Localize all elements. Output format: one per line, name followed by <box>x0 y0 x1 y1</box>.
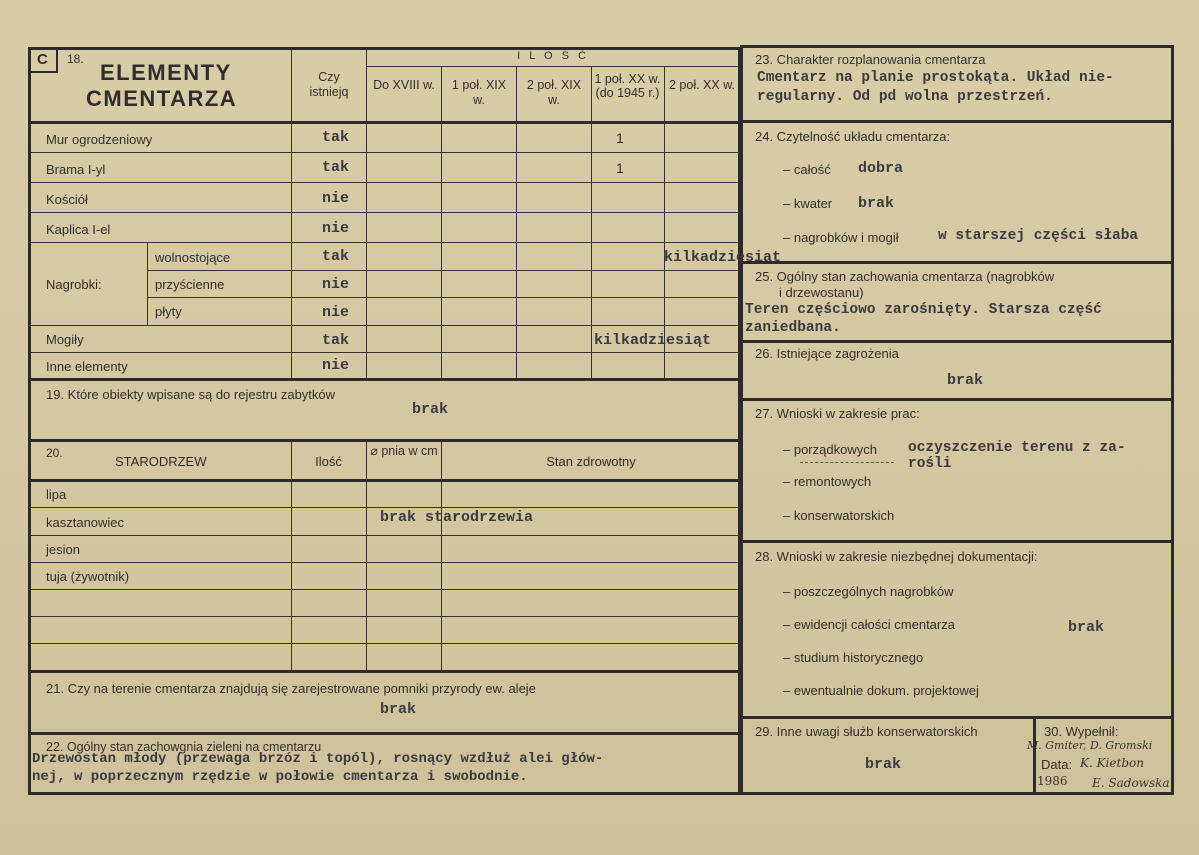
s25-label-line2: i drzewostanu) <box>779 285 864 300</box>
s18-row-line <box>28 352 741 353</box>
tree-label: tuja (żywotnik) <box>46 569 130 584</box>
s25-label-line1: 25. Ogólny stan zachowania cmentarza (nagrobków <box>755 269 1055 284</box>
s18-row-line <box>147 297 741 298</box>
s20-col-line <box>291 439 292 671</box>
s30-data-label: Data: <box>1041 757 1073 772</box>
s20-row-line <box>28 507 741 508</box>
s28-label: 28. Wnioski w zakresie niezbędnej dokumentacji: <box>755 549 1038 564</box>
row-label: przyścienne <box>155 277 225 292</box>
s18-col-line <box>291 47 292 380</box>
s18-period-2: 1 poł. XIX w. <box>451 78 507 107</box>
s22-label: 22. Ogólny stan zachowgnia zieleni na cmentarzu <box>46 740 322 754</box>
s18-period-3: 2 poł. XIX w. <box>526 78 582 107</box>
s20-col-line <box>366 439 367 671</box>
s18-row-line <box>28 325 741 326</box>
s30-data-value: K. Kietbon <box>1080 756 1144 770</box>
s24-bottom-line <box>740 261 1174 264</box>
s21-value: brak <box>380 701 417 718</box>
s24-kwater-label: – kwater <box>783 196 833 211</box>
s18-row-line <box>28 242 741 243</box>
s23-line2: regularny. Od pd wolna przestrzeń. <box>757 89 1053 105</box>
s18-number: 18. <box>67 52 84 66</box>
s29-value: brak <box>865 756 902 773</box>
qty-value: kilkadziesiąt <box>664 249 782 266</box>
s29-label: 29. Inne uwagi służb konserwatorskich <box>755 724 978 739</box>
s23-label: 23. Charakter rozplanowania cmentarza <box>755 52 986 67</box>
s27-porzadkowych-label: – porządkowych <box>783 442 877 457</box>
s20-col-health: Stan zdrowotny <box>546 454 636 469</box>
s28-bottom-line <box>740 716 1174 719</box>
s18-col-exists: Czy istniejq <box>309 70 349 99</box>
s30-signature: E. Sadowska <box>1092 776 1170 790</box>
s18-col-line <box>366 47 367 380</box>
s27-bottom-line <box>740 540 1174 543</box>
s18-col-line <box>516 67 517 380</box>
s18-col-line <box>591 67 592 380</box>
s20-col-diam: ⌀ pnia w cm <box>370 444 438 458</box>
s20-row-line <box>28 562 741 563</box>
s27-porzadkowych-line2: rośli <box>908 456 952 472</box>
s27-porzadkowych-line1: oczyszczenie terenu z za- <box>908 440 1126 456</box>
s20-bottom-line <box>28 670 741 673</box>
s18-period-4: 1 poł. XX w. (do 1945 r.) <box>594 72 661 100</box>
s21-bottom-line <box>28 732 741 735</box>
s30-label: 30. Wypełnił: <box>1044 724 1119 739</box>
exists-value: tak <box>322 332 350 349</box>
tree-label: lipa <box>46 487 67 502</box>
row-label: Mogiły <box>46 332 84 347</box>
s25-line2: zaniedbana. <box>745 320 841 336</box>
s27-remontowych-label: – remontowych <box>783 474 872 489</box>
s20-row-line <box>28 616 741 617</box>
s25-line1: Teren częściowo zarośnięty. Starsza część <box>745 302 1102 318</box>
exists-value: nie <box>322 190 350 207</box>
exists-value: tak <box>322 248 350 265</box>
s22-line1: Drzewostan młody (przewaga brzóz i topól), rosnący wzdłuż alei głów- <box>32 751 604 767</box>
row-label: płyty <box>155 304 182 319</box>
s30-names: M. Gmiter, D. Gromski <box>1027 739 1153 752</box>
s19-label: 19. Które obiekty wpisane są do rejestru zabytków <box>46 387 336 402</box>
s29-s30-divider <box>1033 716 1036 794</box>
s27-konserwatorskich-label: – konserwatorskich <box>783 508 895 523</box>
row-label: Kaplica I-el <box>46 222 111 237</box>
tree-label: jesion <box>46 542 80 557</box>
s21-label: 21. Czy na terenie cmentarza znajdują się zarejestrowane pomniki przyrody ew. aleje <box>46 681 536 696</box>
s25-bottom-line <box>740 340 1174 343</box>
s28-item: – poszczególnych nagrobków <box>783 584 954 599</box>
exists-value: tak <box>322 159 350 176</box>
row-label: Nagrobki: <box>46 277 102 292</box>
s23-bottom-line <box>740 120 1174 123</box>
qty-value: 1 <box>616 130 624 146</box>
s18-ilosc-header: I L O Ś Ć <box>517 50 589 62</box>
tree-label: kasztanowiec <box>46 515 125 530</box>
s30-year: 1986 <box>1037 774 1068 788</box>
s27-dashed-line <box>800 462 894 463</box>
s18-row-line <box>28 152 741 153</box>
s18-row-line <box>28 182 741 183</box>
s20-row-line <box>28 535 741 536</box>
row-label: Brama I-yl <box>46 162 106 177</box>
s18-sub-col-line <box>147 243 148 326</box>
s24-nagrobkow-label: – nagrobków i mogił <box>783 230 899 245</box>
section-letter: C <box>37 51 48 68</box>
s27-label: 27. Wnioski w zakresie prac: <box>755 406 920 421</box>
s28-item: – studium historycznego <box>783 650 924 665</box>
s18-row-line <box>28 212 741 213</box>
s20-header-line <box>28 479 741 482</box>
s28-item: – ewentualnie dokum. projektowej <box>783 683 979 698</box>
s26-value: brak <box>947 372 984 389</box>
s26-label: 26. Istniejące zagrożenia <box>755 346 899 361</box>
s23-line1: Cmentarz na planie prostokąta. Układ nie- <box>757 70 1114 86</box>
s20-row-line <box>28 643 741 644</box>
s18-header-line <box>28 121 741 124</box>
s24-calosc-value: dobra <box>858 160 904 177</box>
s24-kwater-value: brak <box>858 195 895 212</box>
s20-number: 20. <box>46 446 63 460</box>
qty-value: kilkadziesiąt <box>594 332 712 349</box>
row-label: Kościół <box>46 192 88 207</box>
s19-value: brak <box>412 401 449 418</box>
s19-bottom-line <box>28 439 741 442</box>
s26-bottom-line <box>740 398 1174 401</box>
s20-col-line <box>441 439 442 671</box>
s20-row-line <box>28 589 741 590</box>
s18-title-line2: CMENTARZA <box>86 86 238 111</box>
s24-nagrobkow-value: w starszej części słaba <box>938 228 1139 244</box>
s24-calosc-label: – całość <box>783 162 831 177</box>
exists-value: tak <box>322 129 350 146</box>
row-label: Inne elementy <box>46 359 128 374</box>
exists-value: nie <box>322 220 350 237</box>
row-label: wolnostojące <box>155 250 231 265</box>
s20-value: brak starodrzewia <box>380 509 534 526</box>
s18-title-line1: ELEMENTY <box>100 60 232 85</box>
s18-period-5: 2 poł. XX w. <box>669 78 736 92</box>
qty-value: 1 <box>616 160 624 176</box>
s18-row-line <box>147 270 741 271</box>
s18-ilosc-line <box>366 66 740 67</box>
s18-col-line <box>441 67 442 380</box>
s20-col-qty: Ilość <box>315 454 342 469</box>
row-label: Mur ogrodzeniowy <box>46 132 153 147</box>
s20-title: STARODRZEW <box>115 454 207 469</box>
s22-line2: nej, w poprzecznym rzędzie w połowie cmentarza i swobodnie. <box>32 769 528 785</box>
s18-period-1: Do XVIII w. <box>373 78 435 92</box>
s18-bottom-line <box>28 378 741 381</box>
exists-value: nie <box>322 276 350 293</box>
exists-value: nie <box>322 357 350 374</box>
s28-item: – ewidencji całości cmentarza <box>783 617 955 632</box>
s28-value: brak <box>1068 619 1105 636</box>
s24-label: 24. Czytelność układu cmentarza: <box>755 129 951 144</box>
exists-value: nie <box>322 304 350 321</box>
